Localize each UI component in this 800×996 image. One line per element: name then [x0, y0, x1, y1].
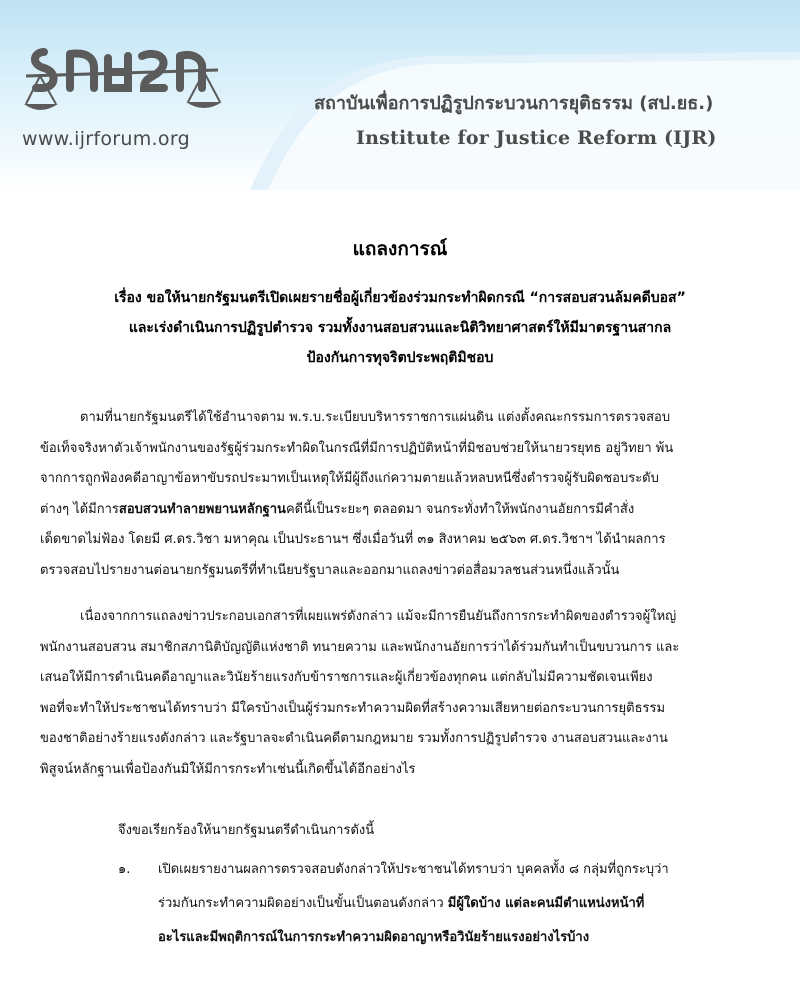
item-number: ๑. — [118, 862, 131, 877]
request-intro: จึงขอเรียกร้องให้นายกรัฐมนตรีดำเนินการดังนี้ — [118, 823, 375, 838]
subject-line: เรื่อง ขอให้นายกรัฐมนตรีเปิดเผยรายชื่อผู้เกี่ยวข้องร่วมกระทำผิดกรณี “การสอบสวนล้มคดีบอส” — [114, 290, 686, 306]
paragraph-1 — [40, 403, 764, 586]
document-title: แถลงการณ์ — [352, 238, 448, 260]
paragraph-line: เด็ดขาดไม่ฟ้อง โดยมี ศ.ดร.วิชา มหาคุณ เป็นประธานฯ ซึ่งเมื่อวันที่ ๓๑ สิงหาคม ๒๕๖๓ ศ.ดร.วิชาฯ ได้นำผลการ — [40, 532, 666, 547]
scales-of-justice-icon — [22, 42, 222, 132]
org-name-thai: สถาบันเพื่อการปฏิรูปกระบวนการยุติธรรม (สป.ยธ.) — [314, 93, 714, 114]
item-line: เปิดเผยรายงานผลการตรวจสอบดังกล่าวให้ประชาชนได้ทราบว่า บุคคลทั้ง ๘ กลุ่มที่ถูกระบุว่า — [158, 862, 669, 877]
paragraph-line: พอที่จะทำให้ประชาชนได้ทราบว่า มีใครบ้างเป็นผู้ร่วมกระทำความผิดที่สร้างความเสียหายต่อกระบวนการยุติธรรม — [40, 700, 666, 716]
org-name-english: Institute for Justice Reform (IJR) — [356, 127, 717, 149]
subject-line: และเร่งดำเนินการปฏิรูปตำรวจ รวมทั้งงานสอบสวนและนิติวิทยาศาสตร์ให้มีมาตรฐานสากล — [128, 320, 672, 336]
paragraph-line: พนักงานสอบสวน สมาชิกสภานิติบัญญัติแห่งชาติ ทนายความ และพนักงานอัยการว่าได้ร่วมกันทำเป็นขบวนการ และ — [40, 639, 680, 655]
paragraph-line: เนื่องจากการแถลงข่าวประกอบเอกสารที่เผยแพร่ดังกล่าว แม้จะมีการยืนยันถึงการกระทำผิดของตำรวจผู้ใหญ่ — [80, 609, 677, 624]
subject-line: ป้องกันการทุจริตประพฤติมิชอบ — [306, 350, 494, 366]
item-line: อะไรและมีพฤติการณ์ในการกระทำความผิดอาญาหรือวินัยร้ายแรงอย่างไรบ้าง — [158, 930, 590, 945]
item-body — [158, 853, 758, 955]
text-run: ร่วมกันกระทำความผิดอย่างเป็นขั้นเป็นตอนดังกล่าว — [158, 896, 448, 911]
paragraph-2 — [40, 602, 764, 785]
text-run: คดีนี้เป็นระยะๆ ตลอดมา จนกระทั่งทำให้พนักงานอัยการมีคำสั่ง — [285, 501, 635, 517]
item-line — [158, 887, 758, 921]
paragraph-line: จากการถูกฟ้องคดีอาญาข้อหาขับรถประมาทเป็นเหตุให้มีผู้ถึงแก่ความตายแล้วหลบหนีซึ่งตำรวจผู้รับผิดชอบระดับ — [40, 471, 659, 486]
bold-phrase: มีผู้ใดบ้าง แต่ละคนมีตำแหน่งหน้าที่ — [447, 896, 645, 911]
website-url[interactable]: www.ijrforum.org — [22, 128, 190, 150]
header-banner — [0, 0, 800, 190]
paragraph-line: ตามที่นายกรัฐมนตรีได้ใช้อำนาจตาม พ.ร.บ.ระเบียบบริหารราชการแผ่นดิน แต่งตั้งคณะกรรมการตรวจสอบ — [80, 410, 671, 425]
paragraph-line: ข้อเท็จจริงหาตัวเจ้าพนักงานของรัฐผู้ร่วมกระทำผิดในกรณีที่มีการปฏิบัติหน้าที่มิชอบช่วยให้นายวรยุทธ อยู่วิทยา พ้น — [40, 440, 674, 456]
paragraph-line: ตรวจสอบไปรายงานต่อนายกรัฐมนตรีที่ทำเนียบรัฐบาลและออกมาแถลงข่าวต่อสื่อมวลชนส่วนหนึ่งแล้วนั้น — [40, 562, 620, 578]
bold-phrase: สอบสวนทำลายพยานหลักฐาน — [118, 501, 286, 517]
paragraph-line: ของชาติอย่างร้ายแรงดังกล่าว และรัฐบาลจะดำเนินคดีตามกฎหมาย รวมทั้งการปฏิรูปตำรวจ งานสอบสวนและงาน — [40, 731, 668, 746]
paragraph-line — [40, 495, 764, 526]
text-run: ต่างๆ ได้มีการ — [40, 501, 119, 517]
paragraph-line: พิสูจน์หลักฐานเพื่อป้องกันมิให้มีการกระทำเช่นนี้เกิดขึ้นได้อีกอย่างไร — [40, 761, 416, 777]
paragraph-line: เสนอให้มีการดำเนินคดีอาญาและวินัยร้ายแรงกับข้าราชการและผู้เกี่ยวข้องทุกคน แต่กลับไม่มีความชัดเจนเพียง — [40, 670, 653, 685]
document-subject — [40, 283, 760, 373]
